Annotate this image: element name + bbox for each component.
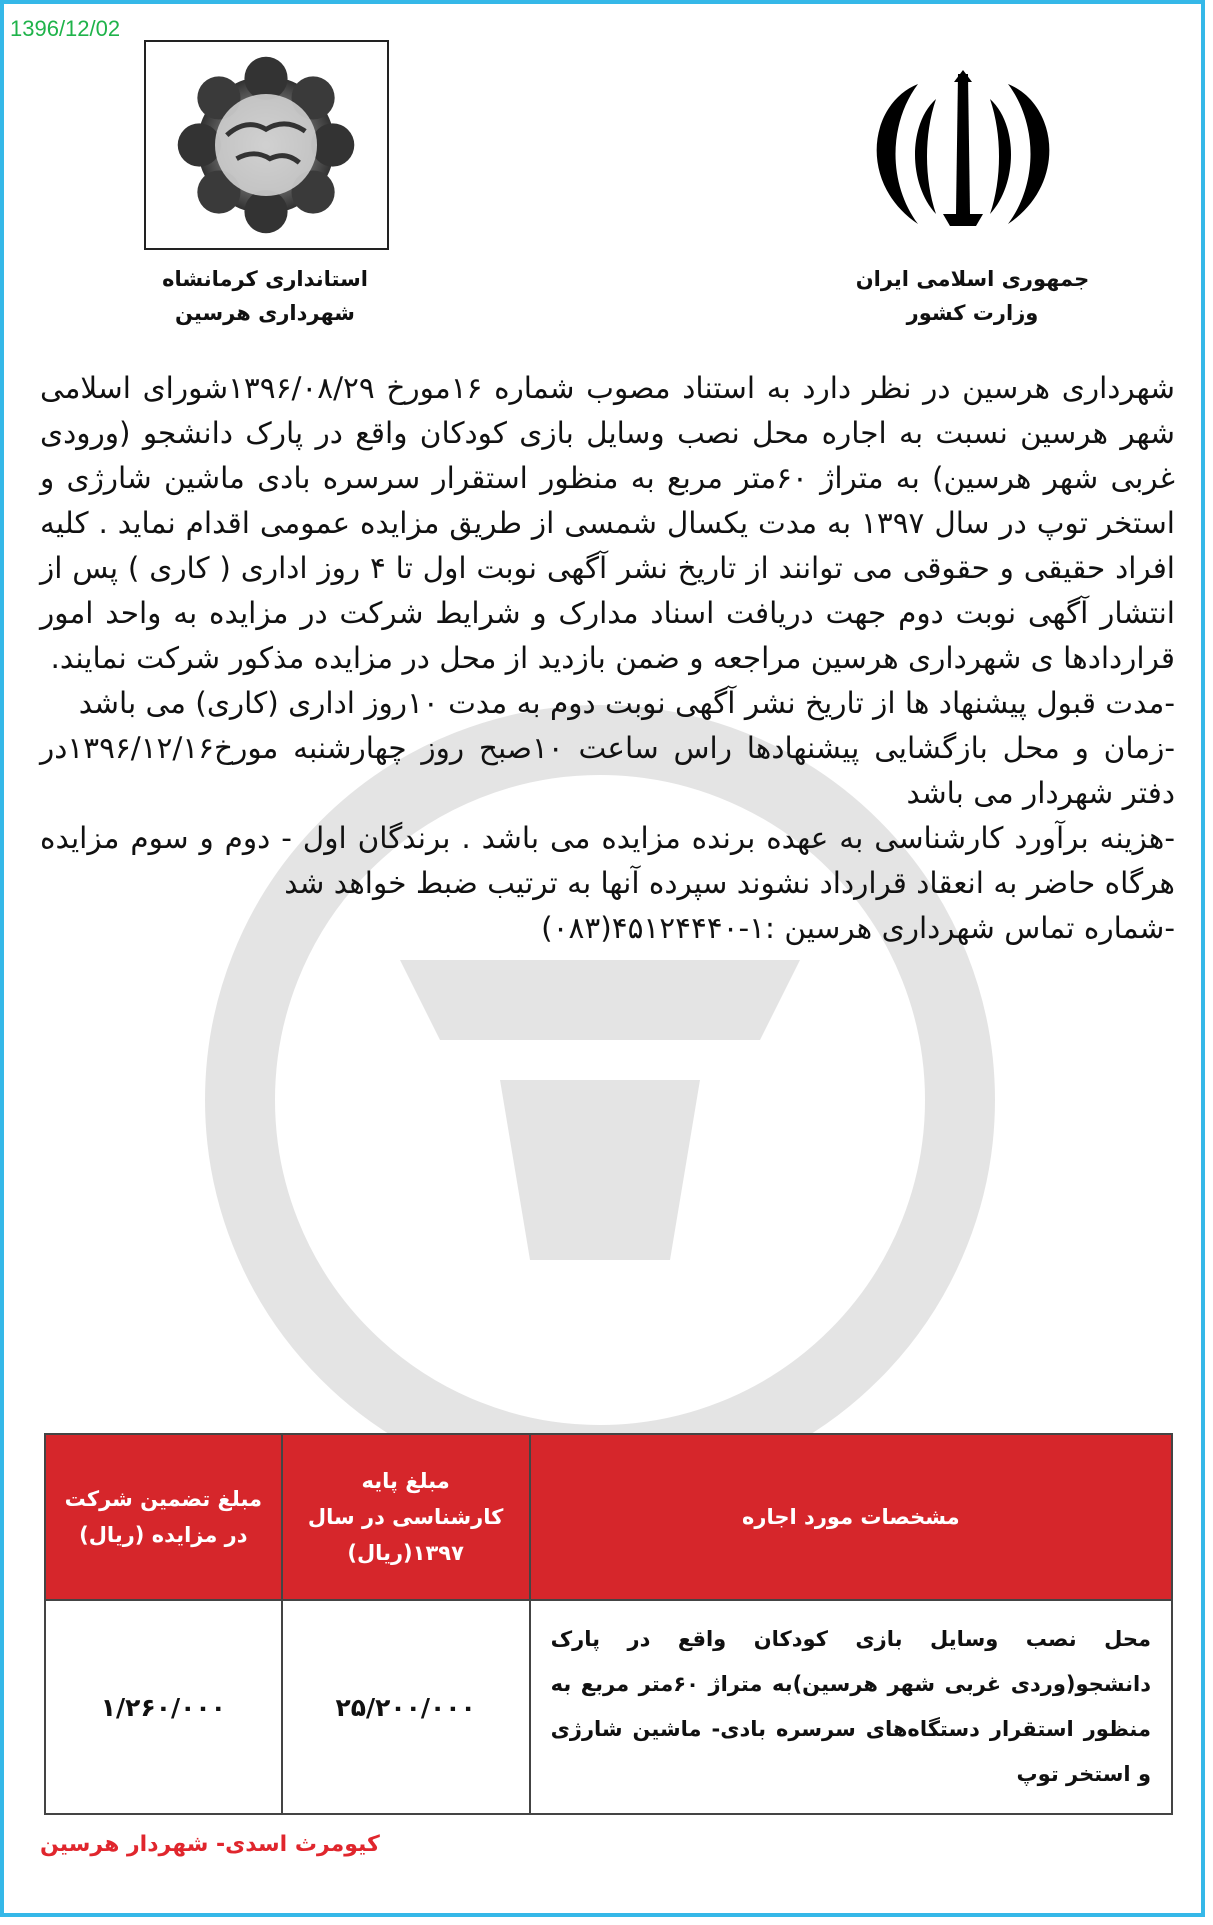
paragraph-cost-note: -هزینه برآورد کارشناسی به عهده برنده مزایده می باشد . برندگان اول - دوم و سوم مزایده هرگاه حاضر به انعقاد قرارداد نشوند سپرده آنها به ترتیب ضبط خواهد شد — [40, 821, 1175, 900]
cell-base-price: ۲۵/۲۰۰/۰۰۰ — [282, 1600, 530, 1814]
header-base-price-line1: مبلغ پایه — [361, 1469, 450, 1493]
header-base-price-line3: ۱۳۹۷(ریال) — [347, 1541, 464, 1565]
announcement-body — [40, 366, 1175, 951]
header-description-label: مشخصات مورد اجاره — [742, 1505, 960, 1529]
left-header — [100, 262, 430, 330]
header-guarantee — [45, 1434, 282, 1600]
date-stamp: 1396/12/02 — [10, 16, 121, 41]
municipality-name: شهرداری هرسین — [175, 301, 355, 325]
header-description — [530, 1434, 1172, 1600]
paragraph-main: شهرداری هرسین در نظر دارد به استناد مصوب شماره ۱۶مورخ ۱۳۹۶/۰۸/۲۹شورای اسلامی شهر هرسین نسبت به اجاره محل نصب وسایل بازی کودکان واقع در پارک دانشجو (ورودی غربی شهر هرسین) به متراژ ۶۰متر مربع به منظور استقرار سرسره بادی ماشین شارژی و استخر توپ در سال ۱۳۹۷ به مدت یکسال شمسی از طریق مزایده عمومی اقدام نماید . کلیه افراد حقیقی و حقوقی می توانند از تاریخ نشر آگهی نوبت اول تا ۴ روز اداری ( کاری ) پس از انتشار آگهی نوبت دوم جهت دریافت اسناد مدارک و شرایط شرکت در مزایده به واحد امور قراردادها ی شهرداری هرسین مراجعه و ضمن بازدید از محل در مزایده مذکور شرکت نمایند. — [40, 371, 1176, 675]
ministry-name: وزارت کشور — [906, 301, 1039, 325]
header-base-price — [282, 1434, 530, 1600]
iran-emblem-icon — [858, 64, 1068, 234]
cell-description: محل نصب وسایل بازی کودکان واقع در پارک دانشجو(وردی غربی شهر هرسین)به متراژ ۶۰متر مربع به منظور استقرار دستگاه‌های سرسره بادی- ماشین شارژی و استخر توپ — [530, 1600, 1172, 1814]
harsin-municipality-logo-icon — [144, 40, 389, 250]
header-base-price-line2: کارشناسی در سال — [307, 1505, 504, 1529]
table-row — [45, 1600, 1172, 1814]
table-header-row — [45, 1434, 1172, 1600]
paragraph-bid-period: -مدت قبول پیشنهاد ها از تاریخ نشر آگهی نوبت دوم به مدت ۱۰روز اداری (کاری) می باشد — [78, 686, 1175, 720]
cell-guarantee: ۱/۲۶۰/۰۰۰ — [45, 1600, 282, 1814]
header-guarantee-line2: در مزایده (ریال) — [79, 1523, 248, 1547]
auction-table — [44, 1433, 1173, 1815]
paragraph-contact: -شماره تماس شهرداری هرسین :۱-۴۵۱۲۴۴۴۰(۰۸۳) — [541, 911, 1175, 945]
right-header — [850, 262, 1095, 330]
mayor-signature: کیومرث اسدی- شهردار هرسین — [40, 1832, 380, 1857]
header-guarantee-line1: مبلغ تضمین شرکت — [64, 1487, 263, 1511]
country-name: جمهوری اسلامی ایران — [855, 267, 1090, 291]
paragraph-opening-time: -زمان و محل بازگشایی پیشنهادها راس ساعت ۱۰صبح روز چهارشنبه مورخ۱۳۹۶/۱۲/۱۶در دفتر شهردار می باشد — [40, 731, 1175, 810]
province-name: استانداری کرمانشاه — [162, 267, 368, 291]
